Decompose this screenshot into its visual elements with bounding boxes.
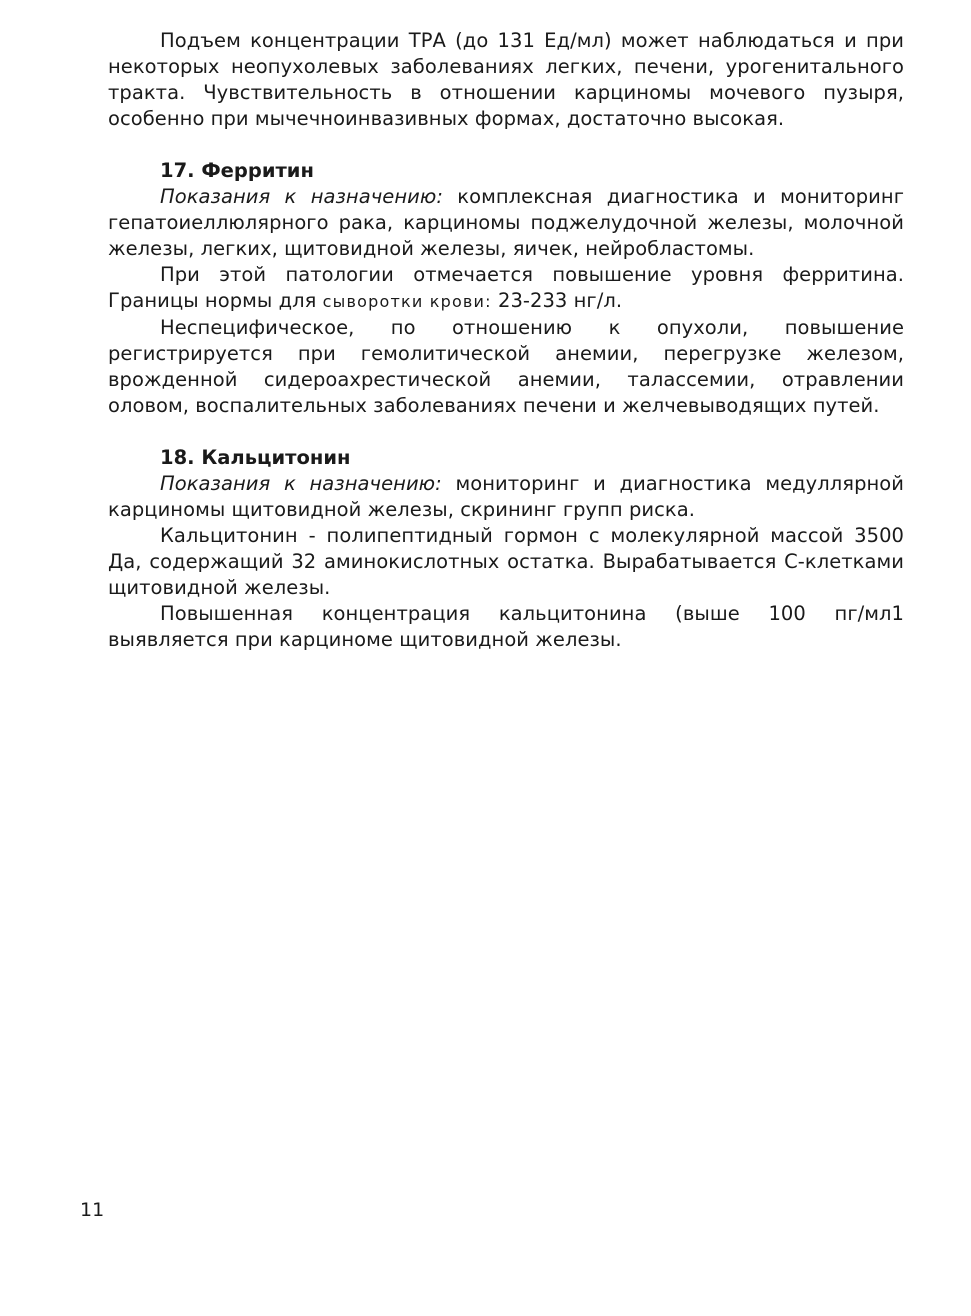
ferritin-indications xyxy=(108,184,904,262)
ferritin-norm-text-c: 23-233 нг/л. xyxy=(491,289,623,312)
ferritin-indications-text: комплексная диагностика и мониторинг гепатоиеллюлярного рака, карциномы поджелудочной железы, молочной железы, легких, щитовидной железы, яичек, нейробластомы. xyxy=(108,185,904,260)
ferritin-norm xyxy=(108,262,904,315)
calcitonin-indications-lead: Показания к назначению: xyxy=(160,472,442,495)
calcitonin-indications-text: мониторинг и диагностика медуллярной карциномы щитовидной железы, скрининг групп риска. xyxy=(108,472,904,521)
ferritin-norm-text-a: При этой патологии отмечается повышение уровня ферритина. Границы нормы для xyxy=(108,263,904,312)
ferritin-nonspecific: Неспецифическое, по отношению к опухоли, повышение регистрируется при гемолитической анемии, перегрузке железом, врожденной сидероахрестической анемии, талассемии, отравлении оловом, воспалительных заболеваниях печени и желчевыводящих путей. xyxy=(108,316,904,417)
page-text xyxy=(108,28,904,653)
ferritin-indications-lead: Показания к назначению: xyxy=(160,185,443,208)
calcitonin-indications xyxy=(108,471,904,523)
heading-ferritin: 17. Ферритин xyxy=(160,159,314,182)
heading-calcitonin: 18. Кальцитонин xyxy=(160,446,351,469)
ferritin-norm-text-b: сыворотки крови: xyxy=(322,292,492,311)
calcitonin-elevation: Повышенная концентрация кальцитонина (выше 100 пг/мл1 выявляется при карциноме щитовидной железы. xyxy=(108,602,904,651)
paragraph-tpa: Подъем концентрации ТРА (до 131 Ед/мл) может наблюдаться и при некоторых неопухолевых заболеваниях легких, печени, урогенитального тракта. Чувствительность в отношении карциномы мочевого пузыря, особенно при мычечноинвазивных формах, достаточно высокая. xyxy=(108,29,904,130)
calcitonin-description: Кальцитонин - полипептидный гормон с молекулярной массой 3500 Да, содержащий 32 аминокислотных остатка. Вырабатывается С-клетками щитовидной железы. xyxy=(108,524,904,599)
page-number: 11 xyxy=(80,1199,105,1221)
